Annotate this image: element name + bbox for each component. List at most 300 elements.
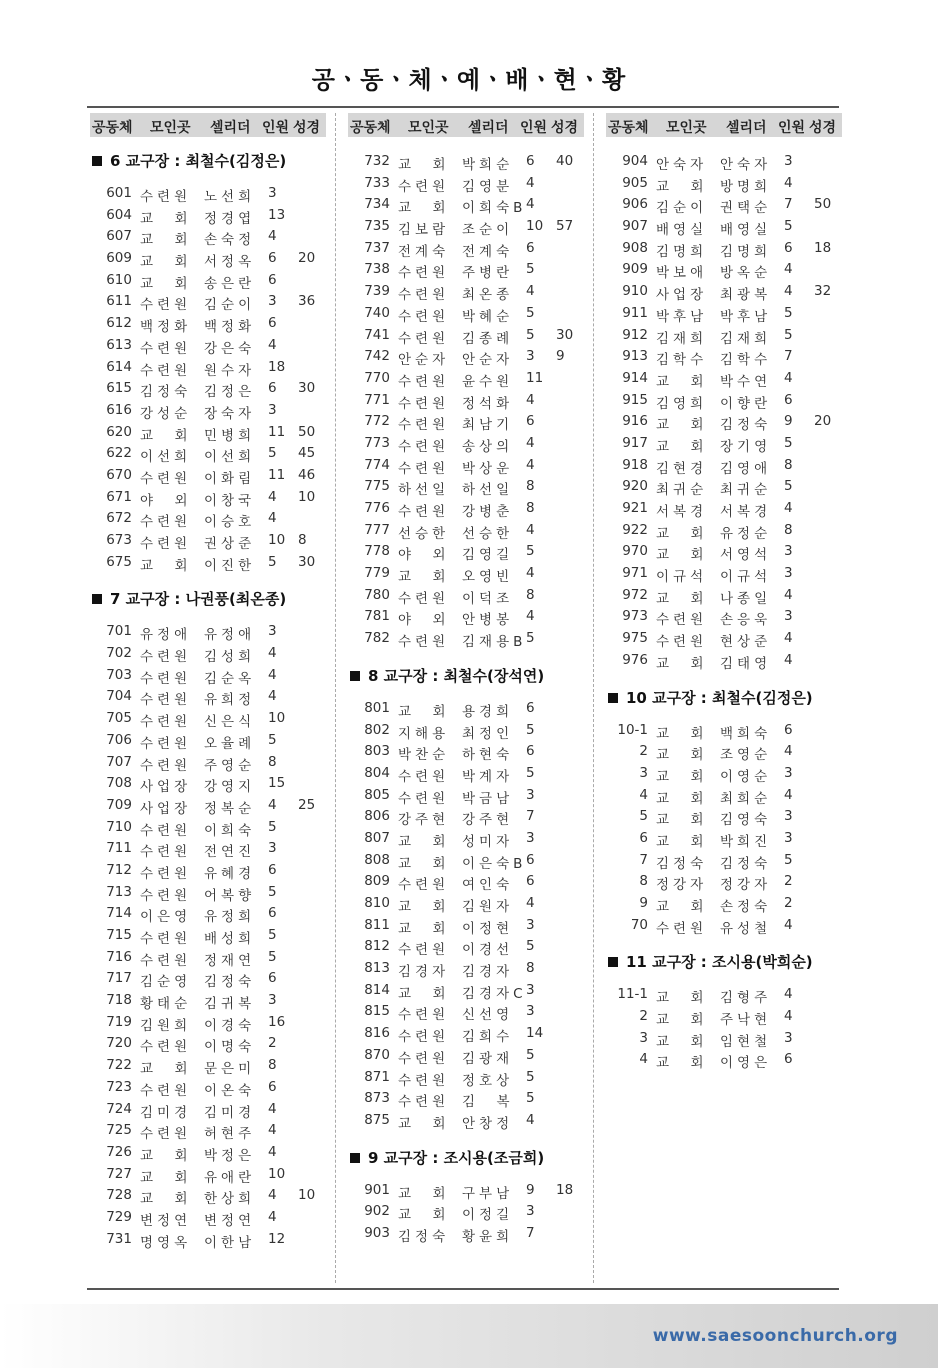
attendance-count: 5	[526, 721, 535, 738]
square-bullet-icon	[350, 1153, 360, 1163]
meeting-place: 수련원	[656, 634, 708, 651]
header-location: 모인곳	[408, 120, 449, 136]
meeting-place: 교 회	[656, 747, 708, 764]
community-number: 737	[364, 239, 390, 256]
list-row	[90, 730, 326, 752]
meeting-place: 수련원	[398, 504, 450, 520]
cell-leader: 박상운	[462, 460, 514, 477]
meeting-place: 교 회	[398, 703, 450, 720]
community-number: 70	[630, 916, 648, 933]
cell-leader: 정석화	[462, 395, 514, 412]
meeting-place: 수련원	[140, 887, 192, 904]
meeting-place: 교 회	[140, 557, 192, 574]
cell-leader: 최남기	[462, 417, 514, 434]
cell-leader: 박희진	[720, 833, 772, 850]
bible-count: 50	[298, 423, 316, 440]
attendance-count: 12	[268, 1230, 286, 1247]
list-row	[90, 335, 326, 357]
list-row	[348, 390, 584, 412]
cell-leader: 강병춘	[462, 504, 514, 520]
list-row	[90, 1229, 326, 1251]
meeting-place: 수련원	[398, 790, 450, 807]
meeting-place: 교 회	[140, 1191, 192, 1208]
list-row	[90, 990, 326, 1012]
meeting-place: 유정애	[140, 627, 192, 644]
meeting-place: 수련원	[398, 1094, 450, 1111]
cell-leader: 김경자	[462, 964, 514, 981]
list-row	[348, 1110, 584, 1132]
meeting-place: 교 회	[656, 812, 708, 829]
attendance-count: 4	[268, 688, 277, 705]
header-cell-leader: 셀리더	[210, 120, 251, 136]
attendance-count: 15	[268, 775, 286, 792]
meeting-place: 교 회	[140, 275, 192, 292]
community-number: 875	[364, 1111, 390, 1128]
list-row	[606, 585, 842, 607]
list-row	[90, 1185, 326, 1207]
community-number: 615	[106, 380, 132, 397]
list-row	[348, 1023, 584, 1045]
attendance-count: 4	[526, 434, 535, 451]
bible-count: 20	[814, 413, 832, 430]
cell-leader: 김정숙	[720, 417, 772, 434]
list-row	[348, 1088, 584, 1110]
attendance-count: 5	[526, 1090, 535, 1107]
list-row	[90, 443, 326, 465]
bible-count: 18	[814, 239, 832, 256]
list-row	[348, 303, 584, 325]
district-heading	[90, 151, 326, 171]
meeting-place: 수련원	[140, 1082, 192, 1099]
cell-leader: 조순이	[462, 222, 514, 239]
list-row	[90, 248, 326, 270]
attendance-count: 5	[526, 938, 535, 955]
attendance-count: 8	[784, 521, 793, 538]
meeting-place: 백정화	[140, 319, 192, 336]
meeting-place: 수련원	[656, 920, 708, 937]
community-number: 909	[622, 261, 648, 278]
district-heading-text: 6 교구장 : 최철수(김정은)	[110, 152, 287, 170]
attendance-count: 4	[784, 916, 793, 933]
community-number: 916	[622, 413, 648, 430]
meeting-place: 교 회	[398, 200, 450, 217]
district-heading-text: 8 교구장 : 최철수(장석연)	[368, 666, 545, 685]
cell-leader: 최귀순	[720, 482, 772, 499]
attendance-count: 8	[526, 500, 535, 516]
cell-leader: 최희순	[720, 790, 772, 807]
district-heading-text: 11 교구장 : 조시용(박희순)	[626, 953, 813, 972]
community-number: 776	[364, 500, 390, 516]
meeting-place: 강성순	[140, 405, 192, 422]
list-row	[348, 628, 584, 650]
list-row	[606, 763, 842, 785]
community-number: 11-1	[617, 986, 648, 1003]
cell-leader: 김희수	[462, 1029, 514, 1046]
column-divider	[593, 113, 594, 1283]
attendance-count: 3	[784, 829, 793, 846]
community-number: 903	[364, 1224, 390, 1241]
list-row	[90, 925, 326, 947]
attendance-count: 13	[268, 206, 286, 223]
cell-leader: 김귀복	[204, 996, 256, 1013]
list-row	[606, 806, 842, 828]
community-number: 781	[364, 608, 390, 625]
community-number: 802	[364, 721, 390, 738]
community-number: 707	[106, 753, 132, 770]
cell-leader: 이명숙	[204, 1039, 256, 1056]
list-row	[606, 411, 842, 433]
list-row	[348, 259, 584, 281]
list-row	[90, 183, 326, 205]
community-number: 718	[106, 992, 132, 1009]
meeting-place: 교 회	[656, 525, 708, 542]
community-number: 717	[106, 970, 132, 987]
attendance-count: 8	[268, 1057, 277, 1074]
meeting-place: 수련원	[398, 877, 450, 894]
attendance-count: 5	[784, 326, 793, 343]
list-row	[348, 455, 584, 477]
list-row	[90, 270, 326, 292]
community-number: 973	[622, 608, 648, 625]
list-row	[348, 850, 584, 872]
meeting-place: 수련원	[398, 438, 450, 455]
cell-leader: 정경엽	[204, 210, 256, 227]
meeting-place: 교 회	[656, 725, 708, 742]
meeting-place: 사업장	[656, 287, 708, 304]
attendance-count: 3	[526, 1203, 535, 1220]
square-bullet-icon	[350, 671, 360, 681]
cell-leader: 김 복	[462, 1094, 514, 1111]
column-body	[606, 151, 842, 1071]
attendance-count: 5	[268, 445, 277, 462]
cell-leader: 오영빈	[462, 569, 514, 586]
header-cell-leader: 셀리더	[726, 120, 767, 136]
attendance-count: 4	[268, 336, 277, 353]
cell-leader: 안순자	[462, 352, 514, 369]
cell-leader: 서정옥	[204, 254, 256, 271]
community-number: 670	[106, 466, 132, 483]
attendance-count: 4	[268, 1143, 277, 1160]
cell-leader: 안숙자	[720, 157, 772, 173]
list-row	[348, 606, 584, 628]
attendance-count: 4	[526, 895, 535, 911]
cell-leader: 박금남	[462, 790, 514, 807]
cell-leader: 이희숙B	[462, 200, 527, 217]
cell-leader: 박정은	[204, 1147, 256, 1164]
attendance-count: 4	[526, 196, 535, 213]
community-number: 742	[364, 348, 390, 365]
meeting-place: 이규석	[656, 569, 708, 586]
attendance-count: 4	[784, 174, 793, 191]
cell-leader: 서영석	[720, 547, 772, 564]
community-number: 774	[364, 456, 390, 473]
cell-leader: 송은란	[204, 275, 256, 292]
attendance-count: 5	[526, 764, 535, 781]
cell-leader: 권상준	[204, 536, 256, 552]
community-number: 703	[106, 666, 132, 683]
meeting-place: 김학수	[656, 352, 708, 369]
meeting-place: 김정숙	[140, 384, 192, 401]
district-heading	[348, 666, 584, 686]
community-number: 705	[106, 710, 132, 727]
community-number: 805	[364, 786, 390, 803]
cell-leader: 최정인	[462, 725, 514, 742]
cell-leader: 김정은	[204, 384, 256, 401]
cell-leader: 김명희	[720, 243, 772, 260]
cell-leader: 황윤희	[462, 1228, 514, 1245]
attendance-count: 6	[784, 721, 793, 738]
bible-count: 36	[298, 293, 316, 310]
community-number: 731	[106, 1230, 132, 1247]
community-number: 607	[106, 228, 132, 245]
meeting-place: 수련원	[140, 952, 192, 969]
list-row	[606, 628, 842, 650]
attendance-count: 18	[268, 358, 286, 375]
list-row	[90, 947, 326, 969]
cell-leader: 유성철	[720, 920, 772, 937]
cell-leader: 구부남	[462, 1185, 514, 1202]
list-row	[348, 194, 584, 216]
square-bullet-icon	[608, 957, 618, 967]
community-number: 720	[106, 1035, 132, 1052]
attendance-count: 6	[526, 873, 535, 890]
attendance-count: 3	[268, 992, 277, 1009]
cell-leader: 이온숙	[204, 1082, 256, 1099]
attendance-count: 7	[526, 1224, 535, 1241]
attendance-count: 4	[526, 391, 535, 408]
cell-leader: 여인숙	[462, 877, 514, 894]
list-row	[606, 606, 842, 628]
website-link[interactable]: www.saesoonchurch.org	[652, 1326, 898, 1346]
cell-leader: 김원자	[462, 899, 514, 915]
attendance-count: 8	[268, 753, 277, 770]
community-number: 673	[106, 532, 132, 548]
bible-count: 40	[556, 153, 574, 169]
list-row	[348, 151, 584, 173]
bible-count: 8	[298, 532, 307, 548]
attendance-count: 4	[526, 565, 535, 582]
cell-leader: 박혜순	[462, 308, 514, 325]
attendance-count: 11	[526, 369, 544, 386]
list-row	[606, 828, 842, 850]
community-number: 773	[364, 434, 390, 451]
list-row	[606, 1006, 842, 1028]
community-number: 971	[622, 565, 648, 582]
community-number: 806	[364, 808, 390, 825]
meeting-place: 교 회	[656, 1012, 708, 1029]
column-2	[348, 113, 584, 1245]
attendance-count: 6	[268, 380, 277, 397]
community-number: 708	[106, 775, 132, 792]
list-row	[348, 1201, 584, 1223]
attendance-count: 4	[268, 1100, 277, 1117]
cell-leader: 정재연	[204, 952, 256, 969]
meeting-place: 김경자	[398, 964, 450, 981]
meeting-place: 수련원	[140, 844, 192, 861]
cell-leader: 노선희	[204, 189, 256, 205]
community-number: 725	[106, 1122, 132, 1139]
header-location: 모인곳	[150, 120, 191, 136]
cell-leader: 안창정	[462, 1115, 514, 1132]
meeting-place: 교 회	[398, 833, 450, 850]
cell-leader: 권택순	[720, 200, 772, 217]
attendance-count: 3	[526, 1003, 535, 1020]
list-row	[606, 563, 842, 585]
meeting-place: 교 회	[398, 985, 450, 1002]
community-number: 8	[639, 873, 648, 890]
attendance-count: 8	[526, 960, 535, 977]
community-number: 920	[622, 478, 648, 495]
community-number: 3	[639, 1029, 648, 1046]
meeting-place: 교 회	[398, 855, 450, 872]
community-number: 911	[622, 304, 648, 321]
cell-leader: 이규석	[720, 569, 772, 586]
meeting-place: 이선희	[140, 449, 192, 466]
community-number: 808	[364, 851, 390, 868]
meeting-place: 교 회	[656, 547, 708, 564]
attendance-count: 6	[268, 970, 277, 987]
community-number: 811	[364, 916, 390, 933]
community-number: 815	[364, 1003, 390, 1020]
list-row	[90, 487, 326, 509]
attendance-count: 8	[526, 586, 535, 603]
header-attendance: 인원	[778, 120, 806, 136]
cell-leader: 조영순	[720, 747, 772, 764]
attendance-count: 4	[784, 986, 793, 1003]
community-number: 905	[622, 174, 648, 191]
header-community: 공동체	[92, 120, 133, 136]
list-row	[348, 476, 584, 498]
cell-leader: 유혜경	[204, 865, 256, 882]
attendance-count: 6	[526, 153, 535, 169]
attendance-count: 2	[268, 1035, 277, 1052]
community-number: 613	[106, 336, 132, 353]
list-row	[348, 238, 584, 260]
community-number: 6	[639, 829, 648, 846]
district-heading	[606, 952, 842, 972]
meeting-place: 교 회	[656, 899, 708, 915]
cell-leader: 박계자	[462, 768, 514, 785]
community-number: 922	[622, 521, 648, 538]
cell-leader: 임현철	[720, 1033, 772, 1050]
meeting-place: 황태순	[140, 996, 192, 1013]
cell-leader: 이정길	[462, 1207, 514, 1224]
cell-leader: 장기영	[720, 438, 772, 455]
meeting-place: 수련원	[398, 460, 450, 477]
community-number: 782	[364, 630, 390, 647]
attendance-count: 4	[784, 1008, 793, 1025]
cell-leader: 유희정	[204, 692, 256, 709]
list-row	[90, 552, 326, 574]
list-row	[90, 621, 326, 643]
meeting-place: 교 회	[656, 438, 708, 455]
cell-leader: 김광재	[462, 1050, 514, 1067]
cell-leader: 유정희	[204, 909, 256, 926]
community-number: 9	[639, 895, 648, 911]
cell-leader: 최광복	[720, 287, 772, 304]
table-header	[348, 113, 584, 137]
list-row	[606, 368, 842, 390]
meeting-place: 수련원	[140, 514, 192, 531]
community-number: 727	[106, 1165, 132, 1182]
meeting-place: 최귀순	[656, 482, 708, 499]
meeting-place: 수련원	[140, 692, 192, 709]
list-row	[348, 563, 584, 585]
meeting-place: 수련원	[140, 1039, 192, 1056]
list-row	[90, 205, 326, 227]
list-row	[90, 291, 326, 313]
meeting-place: 수련원	[140, 1126, 192, 1143]
attendance-count: 4	[784, 630, 793, 647]
column-3	[606, 113, 842, 1071]
meeting-place: 서복경	[656, 504, 708, 520]
attendance-count: 6	[268, 250, 277, 267]
community-number: 719	[106, 1013, 132, 1030]
meeting-place: 교 회	[398, 1185, 450, 1202]
cell-leader: 이덕조	[462, 590, 514, 607]
community-number: 901	[364, 1181, 390, 1198]
list-row	[90, 1120, 326, 1142]
community-number: 810	[364, 895, 390, 911]
meeting-place: 교 회	[656, 990, 708, 1007]
meeting-place: 교 회	[398, 1207, 450, 1224]
meeting-place: 김영희	[656, 395, 708, 412]
square-bullet-icon	[92, 594, 102, 604]
list-row	[90, 226, 326, 248]
cell-leader: 송상의	[462, 438, 514, 455]
cell-leader: 강주현	[462, 812, 514, 829]
list-row	[606, 650, 842, 672]
attendance-count: 4	[526, 1111, 535, 1128]
list-row	[90, 422, 326, 444]
community-number: 912	[622, 326, 648, 343]
attendance-count: 6	[526, 413, 535, 430]
cell-leader: 김성희	[204, 649, 256, 666]
list-row	[606, 850, 842, 872]
community-number: 871	[364, 1068, 390, 1085]
attendance-count: 5	[268, 818, 277, 835]
cell-leader: 한상희	[204, 1191, 256, 1208]
cell-leader: 유애란	[204, 1169, 256, 1186]
community-number: 732	[364, 153, 390, 169]
meeting-place: 수련원	[398, 1007, 450, 1024]
attendance-count: 6	[526, 699, 535, 716]
list-row	[90, 903, 326, 925]
header-location: 모인곳	[666, 120, 707, 136]
community-number: 722	[106, 1057, 132, 1074]
community-number: 910	[622, 283, 648, 300]
meeting-place: 강주현	[398, 812, 450, 829]
list-row	[606, 1049, 842, 1071]
cell-leader: 서복경	[720, 504, 772, 520]
meeting-place: 수련원	[398, 287, 450, 304]
header-cell-leader: 셀리더	[468, 120, 509, 136]
community-number: 803	[364, 743, 390, 760]
attendance-count: 7	[526, 808, 535, 825]
meeting-place: 김정숙	[398, 1228, 450, 1245]
cell-leader: 이승호	[204, 514, 256, 531]
attendance-count: 10	[268, 1165, 286, 1182]
bible-count: 57	[556, 218, 574, 235]
cell-leader: 김태영	[720, 655, 772, 672]
meeting-place: 수련원	[398, 330, 450, 347]
attendance-count: 5	[784, 434, 793, 451]
cell-leader: 김영길	[462, 547, 514, 564]
header-community: 공동체	[608, 120, 649, 136]
meeting-place: 수련원	[140, 536, 192, 552]
cell-leader: 신선영	[462, 1007, 514, 1024]
cell-leader: 정강자	[720, 877, 772, 894]
